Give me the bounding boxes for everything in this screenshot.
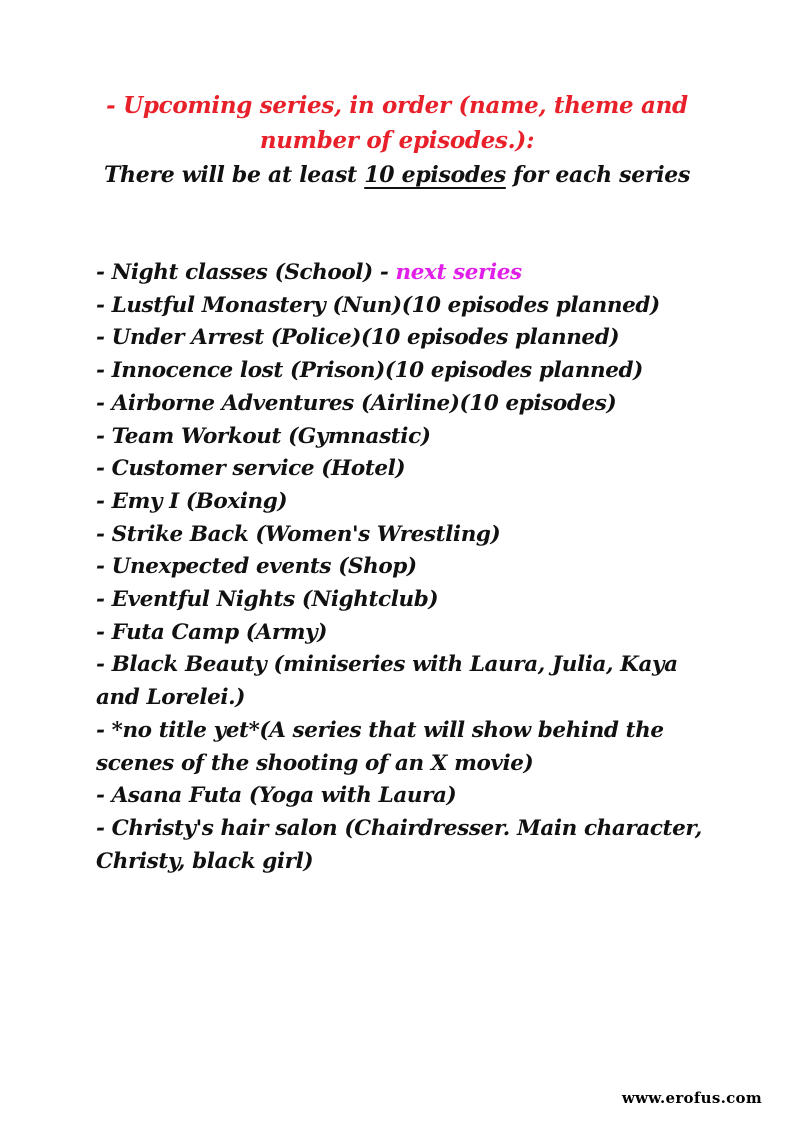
series-item-black-beauty: - Black Beauty (miniseries with Laura, Julia, Kaya and Lorelei.) xyxy=(96,652,678,711)
episodes-note-emphasis: 10 episodes xyxy=(364,162,506,188)
series-item-customer-service: - Customer service (Hotel) xyxy=(96,456,406,482)
series-item-eventful-nights: - Eventful Nights (Nightclub) xyxy=(96,587,439,613)
series-item-no-title-yet: - *no title yet*(A series that will show behind the scenes of the shooting of an X movie) xyxy=(96,717,664,776)
series-item-night-classes xyxy=(96,257,706,290)
series-item-text: - Night classes (School) - xyxy=(96,260,396,285)
series-item-innocence-lost: - Innocence lost (Prison)(10 episodes planned) xyxy=(96,358,643,384)
next-series-label: next series xyxy=(395,260,522,285)
series-item-under-arrest: - Under Arrest (Police)(10 episodes planned) xyxy=(96,325,620,351)
series-item-lustful-monastery: - Lustful Monastery (Nun)(10 episodes planned) xyxy=(96,292,660,318)
series-item-unexpected-events: - Unexpected events (Shop) xyxy=(96,554,417,580)
site-watermark: www.erofus.com xyxy=(621,1089,762,1107)
series-item-team-workout: - Team Workout (Gymnastic) xyxy=(96,423,431,449)
series-item-asana-futa: - Asana Futa (Yoga with Laura) xyxy=(96,783,457,809)
episodes-note-suffix: for each series xyxy=(505,162,691,188)
episodes-note-prefix: There will be at least xyxy=(103,162,365,188)
upcoming-series-title: - Upcoming series, in order (name, theme and number of episodes.): xyxy=(106,92,688,154)
series-item-futa-camp: - Futa Camp (Army) xyxy=(96,619,327,645)
series-item-strike-back: - Strike Back (Women's Wrestling) xyxy=(96,521,501,547)
series-list xyxy=(96,257,706,878)
episodes-note xyxy=(100,158,694,193)
series-item-airborne-adventures: - Airborne Adventures (Airline)(10 episodes) xyxy=(96,390,617,416)
document-heading xyxy=(100,88,694,193)
series-item-emy-i: - Emy I (Boxing) xyxy=(96,488,288,514)
series-item-christys-hair-salon: - Christy's hair salon (Chairdresser. Main character, Christy, black girl) xyxy=(96,815,702,874)
